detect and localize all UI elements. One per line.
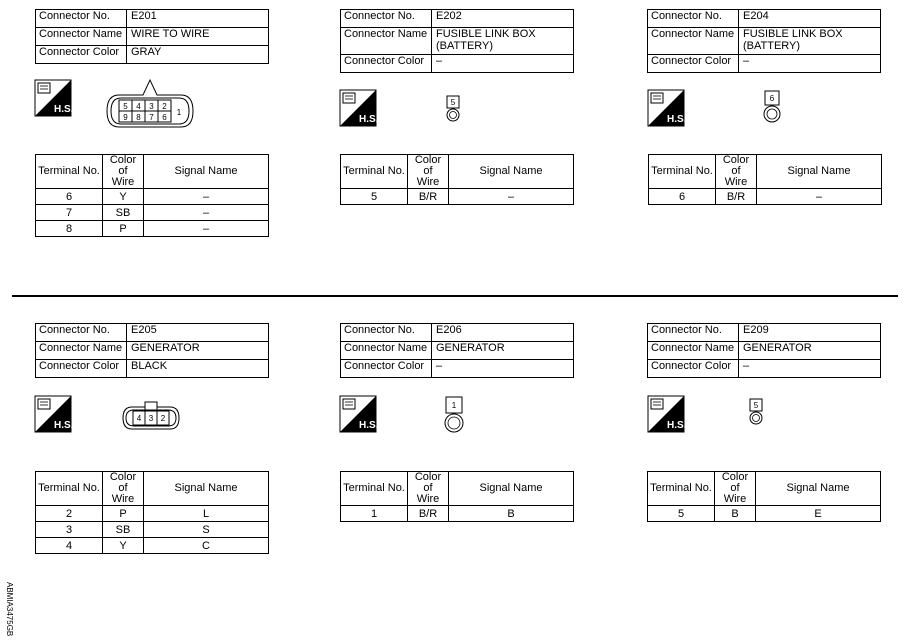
svg-text:H.S.: H.S. [54, 420, 74, 431]
connector-name-value: GENERATOR [432, 342, 574, 360]
connector-color-label: Connector Color [36, 46, 127, 64]
signal-name-header: Signal Name [144, 472, 269, 506]
connector-info-table [340, 9, 574, 73]
connector-color-label: Connector Color [648, 360, 739, 378]
connector-no-label: Connector No. [648, 324, 739, 342]
connector-no-value: E202 [432, 10, 574, 28]
svg-text:5: 5 [753, 401, 759, 410]
svg-text:H.S.: H.S. [54, 104, 74, 115]
connector-color-label: Connector Color [341, 55, 432, 73]
svg-text:8: 8 [136, 113, 141, 122]
table-row: 5 B/R – [341, 189, 574, 205]
svg-text:4: 4 [136, 414, 142, 423]
table-row: 1 B/R B [341, 506, 574, 522]
table-row: 6 Y – [36, 189, 269, 205]
svg-text:3: 3 [149, 102, 154, 111]
connector-info-table [647, 323, 881, 378]
terminal-no-header: Terminal No. [341, 472, 408, 506]
table-row: 5 B E [648, 506, 881, 522]
connector-e205-face [121, 401, 181, 436]
connector-no-value: E205 [127, 324, 269, 342]
connector-no-label: Connector No. [648, 10, 739, 28]
connector-name-value: WIRE TO WIRE [127, 28, 269, 46]
svg-text:4: 4 [136, 102, 141, 111]
connector-e202 [340, 9, 574, 73]
connector-color-value: BLACK [127, 360, 269, 378]
color-of-wire-header: Color of Wire [103, 155, 144, 189]
connector-no-value: E206 [432, 324, 574, 342]
signal-name-header: Signal Name [757, 155, 882, 189]
connector-no-label: Connector No. [341, 324, 432, 342]
connector-name-value: GENERATOR [127, 342, 269, 360]
terminal-no-header: Terminal No. [36, 472, 103, 506]
terminal-table-e205 [35, 471, 269, 554]
connector-e209 [647, 323, 881, 378]
color-of-wire-header: Color of Wire [715, 472, 756, 506]
connector-name-value: FUSIBLE LINK BOX (BATTERY) [739, 28, 881, 55]
signal-name-header: Signal Name [449, 155, 574, 189]
color-of-wire-header: Color of Wire [408, 155, 449, 189]
connector-e209-face [747, 398, 767, 431]
harness-side-icon [340, 90, 379, 126]
connector-color-label: Connector Color [648, 55, 739, 73]
connector-no-value: E209 [739, 324, 881, 342]
connector-e201-face [105, 78, 195, 133]
svg-text:7: 7 [149, 113, 154, 122]
svg-text:H.S.: H.S. [667, 420, 687, 431]
terminal-table-e209 [647, 471, 881, 522]
section-divider [12, 295, 898, 297]
connector-info-table [647, 9, 881, 73]
terminal-table-e204 [648, 154, 882, 205]
connector-no-label: Connector No. [36, 324, 127, 342]
connector-e202-face [444, 95, 464, 128]
signal-name-header: Signal Name [449, 472, 574, 506]
harness-side-icon [35, 80, 74, 116]
connector-color-value: – [739, 360, 881, 378]
connector-color-label: Connector Color [36, 360, 127, 378]
terminal-no-header: Terminal No. [649, 155, 716, 189]
connector-name-label: Connector Name [341, 342, 432, 360]
color-of-wire-header: Color of Wire [103, 472, 144, 506]
svg-text:H.S.: H.S. [359, 114, 379, 125]
harness-side-icon [340, 396, 379, 432]
table-row: 2 P L [36, 506, 269, 522]
color-of-wire-header: Color of Wire [716, 155, 757, 189]
terminal-table-e201 [35, 154, 269, 237]
connector-no-label: Connector No. [36, 10, 127, 28]
connector-color-value: – [432, 360, 574, 378]
connector-e206 [340, 323, 574, 378]
connector-no-value: E204 [739, 10, 881, 28]
connector-e204 [647, 9, 881, 73]
signal-name-header: Signal Name [144, 155, 269, 189]
connector-no-label: Connector No. [341, 10, 432, 28]
harness-side-icon [35, 396, 74, 432]
connector-no-value: E201 [127, 10, 269, 28]
signal-name-header: Signal Name [756, 472, 881, 506]
connector-color-value: GRAY [127, 46, 269, 64]
svg-text:6: 6 [769, 94, 775, 103]
connector-name-label: Connector Name [36, 28, 127, 46]
svg-text:5: 5 [450, 98, 456, 107]
terminal-no-header: Terminal No. [648, 472, 715, 506]
color-of-wire-header: Color of Wire [408, 472, 449, 506]
table-row: 6 B/R – [649, 189, 882, 205]
connector-name-label: Connector Name [648, 342, 739, 360]
svg-text:1: 1 [176, 108, 182, 117]
connector-name-label: Connector Name [648, 28, 739, 55]
table-row: 8 P – [36, 221, 269, 237]
terminal-table-e202 [340, 154, 574, 205]
connector-info-table [35, 9, 269, 64]
svg-text:2: 2 [162, 102, 167, 111]
connector-e205 [35, 323, 269, 378]
svg-text:5: 5 [123, 102, 128, 111]
connector-name-value: FUSIBLE LINK BOX (BATTERY) [432, 28, 574, 55]
connector-color-label: Connector Color [341, 360, 432, 378]
svg-text:H.S.: H.S. [667, 114, 687, 125]
terminal-no-header: Terminal No. [341, 155, 408, 189]
connector-e201 [35, 9, 269, 64]
terminal-table-e206 [340, 471, 574, 522]
svg-text:9: 9 [123, 113, 128, 122]
connector-info-table [35, 323, 269, 378]
connector-info-table [340, 323, 574, 378]
connector-name-value: GENERATOR [739, 342, 881, 360]
connector-name-label: Connector Name [341, 28, 432, 55]
svg-text:6: 6 [162, 113, 167, 122]
table-row: 3 SB S [36, 522, 269, 538]
connector-name-label: Connector Name [36, 342, 127, 360]
svg-text:H.S.: H.S. [359, 420, 379, 431]
connector-color-value: – [739, 55, 881, 73]
connector-color-value: – [432, 55, 574, 73]
svg-text:2: 2 [160, 414, 166, 423]
connector-e206-face [441, 396, 467, 439]
connector-e204-face [761, 90, 785, 129]
svg-text:3: 3 [148, 414, 154, 423]
harness-side-icon [648, 90, 687, 126]
table-row: 7 SB – [36, 205, 269, 221]
harness-side-icon [648, 396, 687, 432]
svg-text:1: 1 [451, 401, 457, 410]
table-row: 4 Y C [36, 538, 269, 554]
terminal-no-header: Terminal No. [36, 155, 103, 189]
figure-code: ABMIA3475GB [5, 582, 14, 637]
